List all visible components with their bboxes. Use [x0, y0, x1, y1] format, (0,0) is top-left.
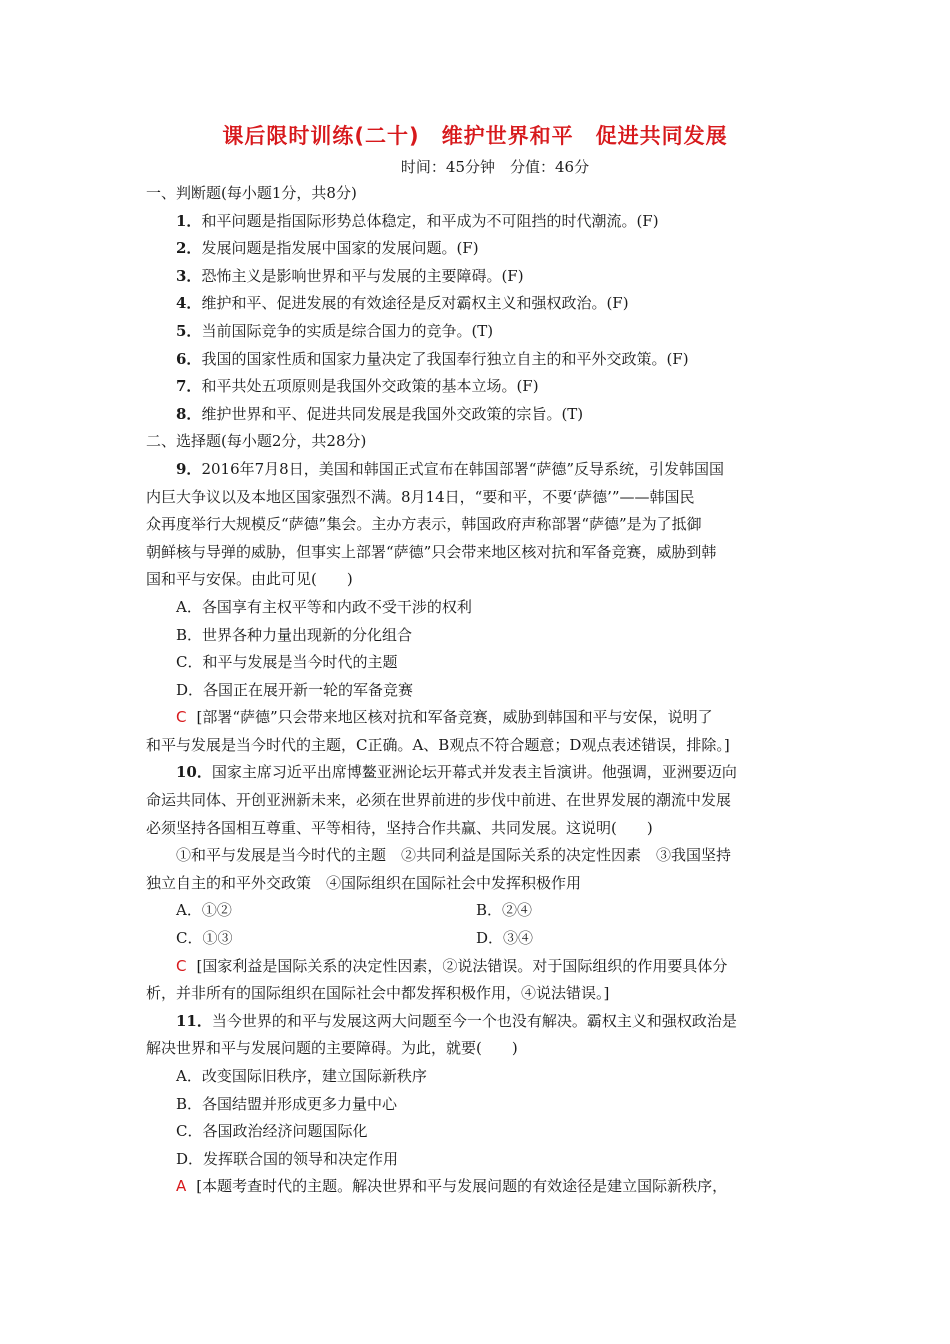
option-a: A．改变国际旧秩序，建立国际新秩序 [176, 1067, 427, 1085]
page-title: 课后限时训练(二十) 维护世界和平 促进共同发展 [222, 124, 728, 148]
question-stem-line: 必须坚持各国相互尊重、平等相待，坚持合作共赢、共同发展。这说明( ) [146, 818, 653, 837]
question-stem-line: 11．当今世界的和平与发展这两大问题至今一个也没有解决。霸权主义和强权政治是 [176, 1011, 737, 1030]
question-item: 2．发展问题是指发展中国家的发展问题。(F) [176, 239, 479, 258]
time-score-info: 时间：45分钟 分值：46分 [400, 158, 590, 176]
question-item: 3．恐怖主义是影响世界和平与发展的主要障碍。(F) [176, 266, 524, 285]
statement-line: 独立自主的和平外交政策 ④国际组织在国际社会中发挥积极作用 [146, 873, 582, 892]
option-b: B．世界各种力量出现新的分化组合 [176, 625, 413, 644]
question-stem-line: 国和平与安保。由此可见( ) [146, 570, 353, 589]
section-heading-judgement: 一、判断题(每小题1分，共8分) [146, 184, 357, 202]
options-row [146, 925, 806, 953]
question-stem-line: 10．国家主席习近平出席博鳌亚洲论坛开幕式并发表主旨演讲。他强调，亚洲要迈向 [176, 763, 737, 782]
answer-explanation-line: 和平与发展是当今时代的主题，C正确。A、B观点不符合题意；D观点表述错误，排除。] [146, 735, 730, 754]
answer-explanation: C [部署“萨德”只会带来地区核对抗和军备竞赛，威胁到韩国和平与安保，说明了 [176, 708, 713, 727]
answer-explanation-line: 析，并非所有的国际组织在国际社会中都发挥积极作用，④说法错误。] [146, 984, 610, 1003]
option-d: D．各国正在展开新一轮的军备竞赛 [176, 680, 414, 699]
answer-explanation: C [国家利益是国际关系的决定性因素，②说法错误。对于国际组织的作用要具体分 [176, 956, 728, 975]
question-item: 1．和平问题是指国际形势总体稳定，和平成为不可阻挡的时代潮流。(F) [176, 211, 659, 230]
question-item: 7．和平共处五项原则是我国外交政策的基本立场。(F) [176, 377, 539, 396]
answer-letter: A [176, 1177, 187, 1196]
question-10 [146, 759, 806, 1007]
option-c: C．①③ [176, 929, 233, 948]
options-row [146, 897, 806, 925]
option-b: B．②④ [476, 901, 533, 920]
statement-line: ①和平与发展是当今时代的主题 ②共同利益是国际关系的决定性因素 ③我国坚持 [176, 846, 732, 865]
question-stem-line: 9．2016年7月8日，美国和韩国正式宣布在韩国部署“萨德”反导系统，引发韩国国 [176, 459, 725, 478]
option-d: D．发挥联合国的领导和决定作用 [176, 1149, 399, 1168]
question-item: 6．我国的国家性质和国家力量决定了我国奉行独立自主的和平外交政策。(F) [176, 349, 689, 368]
answer-letter: C [176, 956, 187, 975]
question-item: 8．维护世界和平、促进共同发展是我国外交政策的宗旨。(T) [176, 404, 584, 423]
option-c: C．和平与发展是当今时代的主题 [176, 653, 398, 672]
question-11 [146, 1008, 806, 1201]
question-stem-line: 解决世界和平与发展问题的主要障碍。为此，就要( ) [146, 1039, 518, 1058]
answer-letter: C [176, 708, 187, 727]
question-stem-line: 命运共同体、开创亚洲新未来，必须在世界前进的步伐中前进、在世界发展的潮流中发展 [146, 791, 732, 810]
answer-explanation: A [本题考查时代的主题。解决世界和平与发展问题的有效途径是建立国际新秩序， [176, 1177, 728, 1196]
question-stem-line: 内巨大争议以及本地区国家强烈不满。8月14日，“要和平，不要‘萨德’”——韩国民 [146, 487, 695, 506]
option-a: A．各国享有主权平等和内政不受干涉的权利 [176, 597, 472, 616]
document-body [146, 180, 806, 1201]
option-b: B．各国结盟并形成更多力量中心 [176, 1094, 398, 1113]
option-d: D．③④ [476, 929, 534, 948]
option-c: C．各国政治经济问题国际化 [176, 1122, 368, 1141]
option-a: A．①② [176, 901, 232, 920]
question-stem-line: 朝鲜核与导弹的威胁，但事实上部署“萨德”只会带来地区核对抗和军备竞赛，威胁到韩 [146, 542, 717, 561]
question-9 [146, 456, 806, 760]
question-item: 5．当前国际竞争的实质是综合国力的竞争。(T) [176, 321, 494, 340]
question-stem-line: 众再度举行大规模反“萨德”集会。主办方表示，韩国政府声称部署“萨德”是为了抵御 [146, 515, 702, 534]
section-heading-choice: 二、选择题(每小题2分，共28分) [146, 432, 367, 451]
question-item: 4．维护和平、促进发展的有效途径是反对霸权主义和强权政治。(F) [176, 294, 629, 313]
